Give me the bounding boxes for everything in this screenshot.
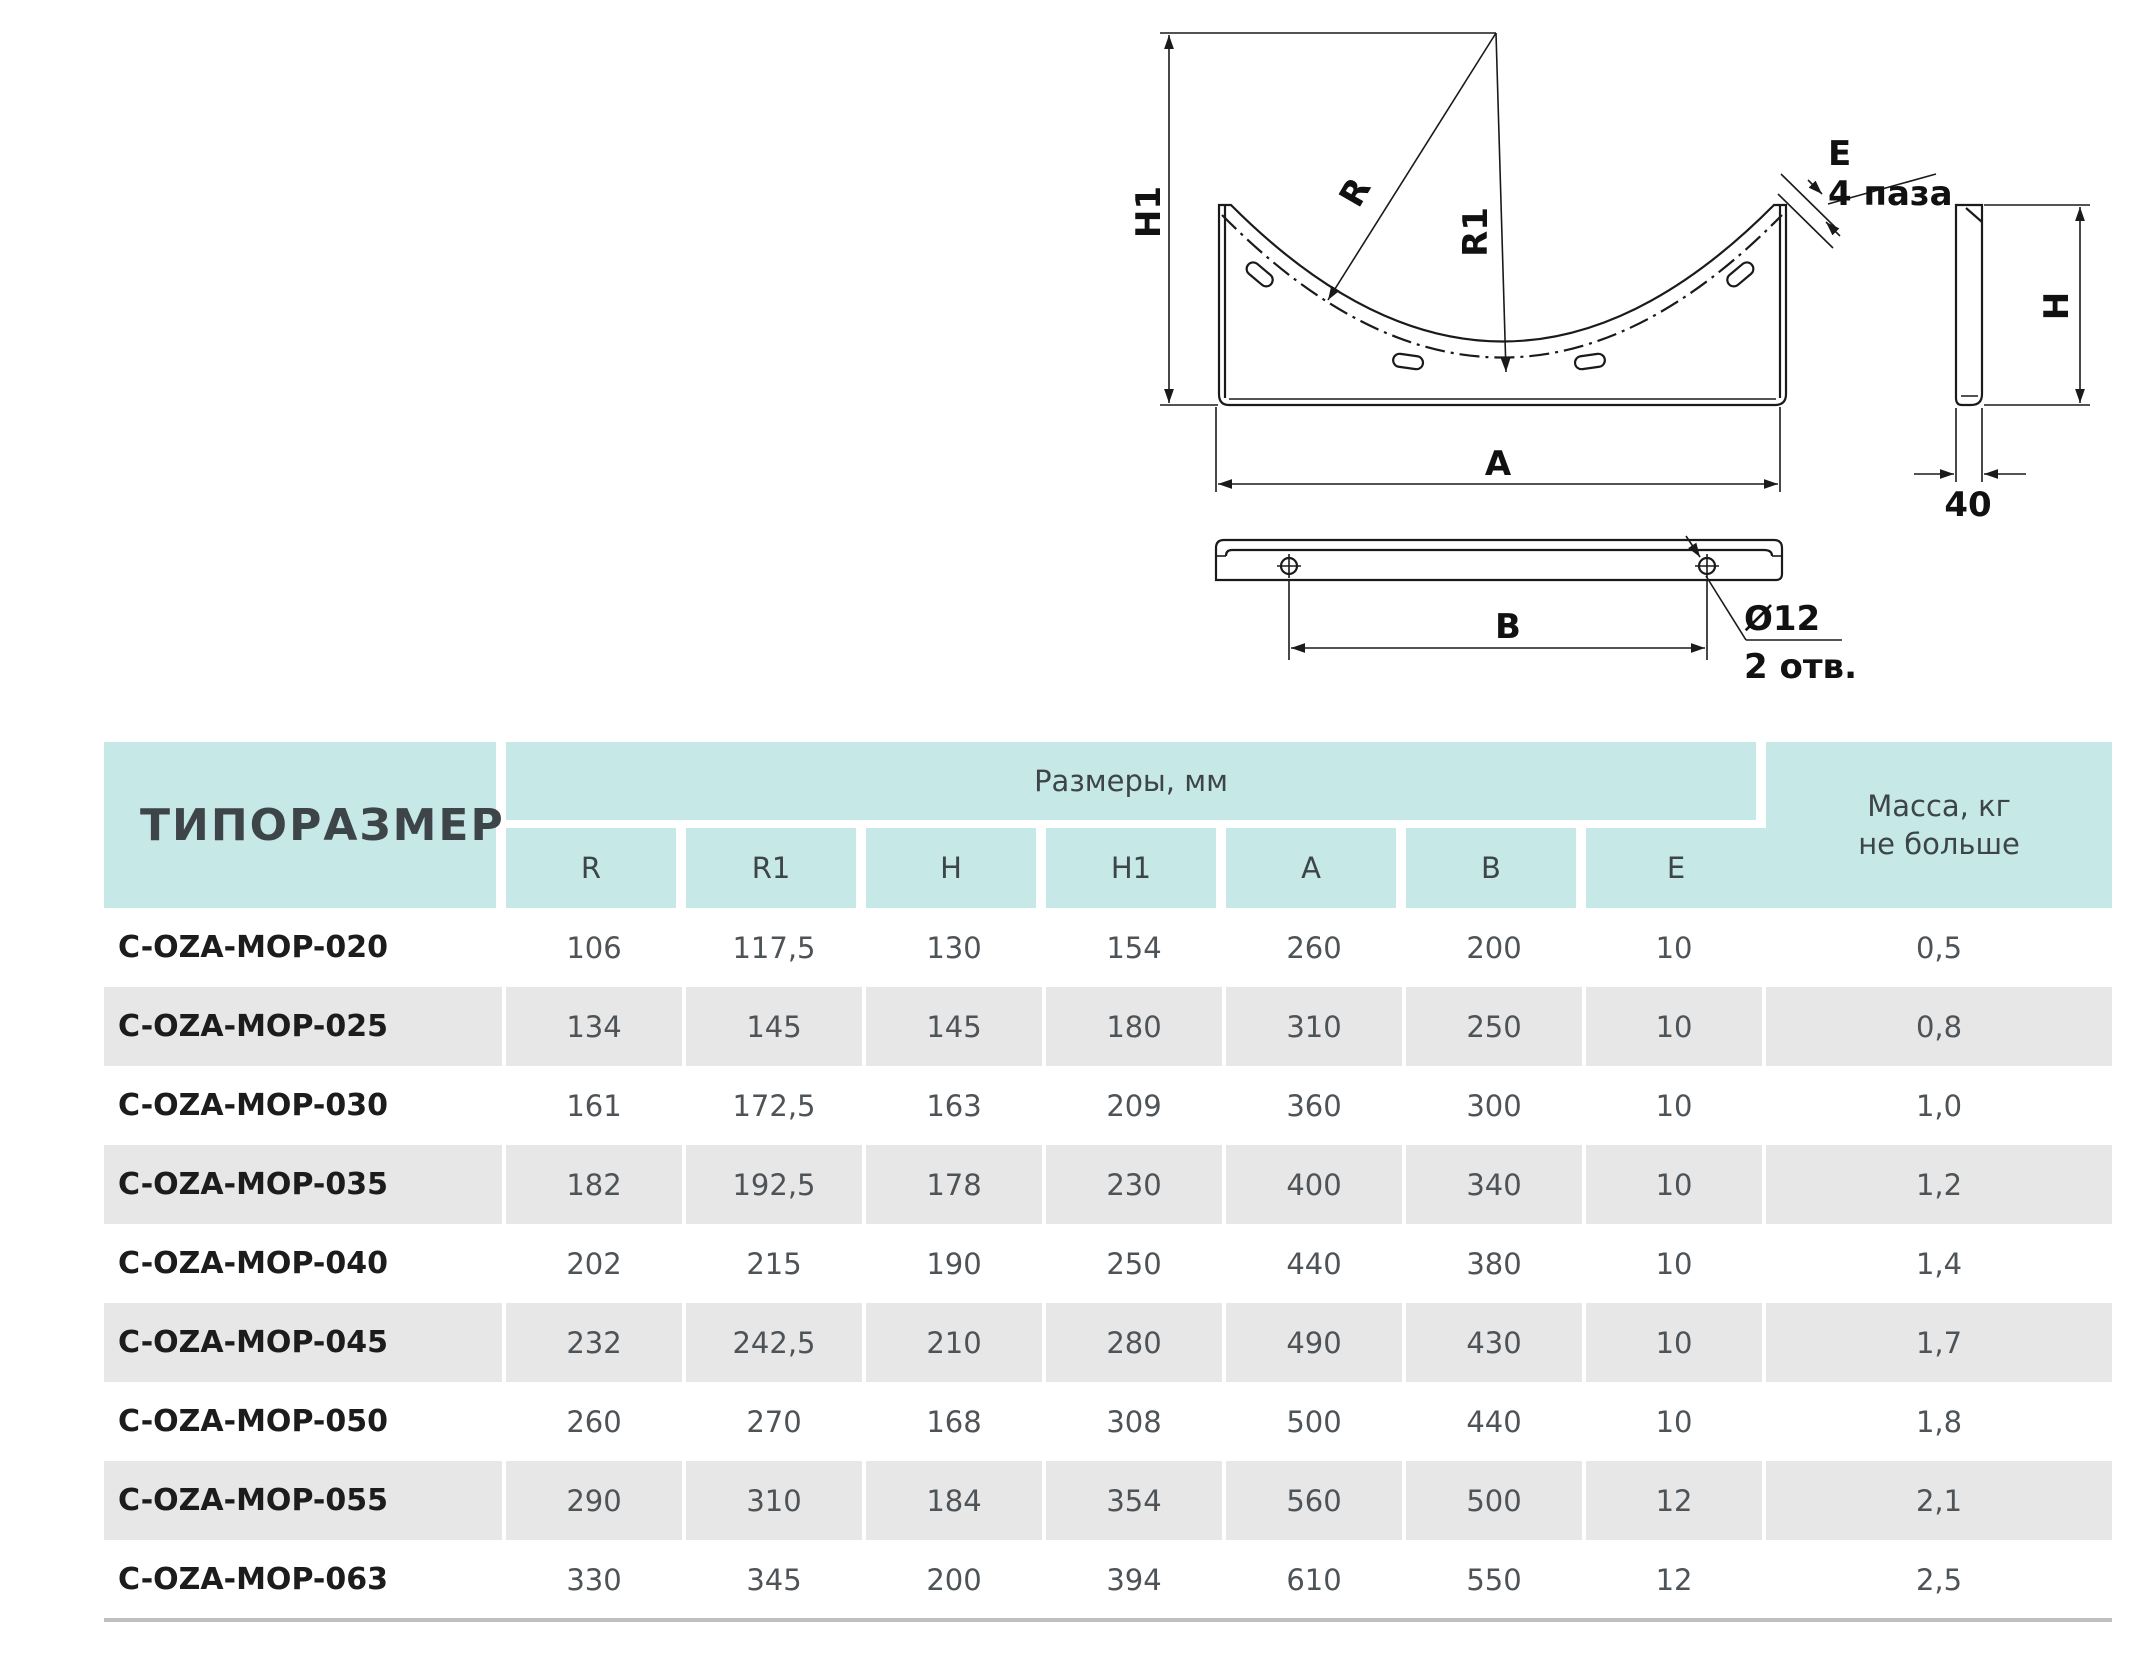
dim-label-h1: H1 [1129, 185, 1169, 239]
mass-cell: 2,1 [1766, 1461, 2112, 1540]
value-cell: 260 [506, 1382, 686, 1461]
type-header: ТИПОРАЗМЕР [104, 742, 506, 908]
mass-cell: 1,2 [1766, 1145, 2112, 1224]
column-header: E [1586, 820, 1766, 908]
value-cell: 209 [1046, 1066, 1226, 1145]
value-cell: 190 [866, 1224, 1046, 1303]
value-cell: 270 [686, 1382, 866, 1461]
value-cell: 394 [1046, 1540, 1226, 1619]
value-cell: 550 [1406, 1540, 1586, 1619]
mass-cell: 2,5 [1915, 1562, 1963, 1597]
slot-icon [1244, 260, 1756, 370]
technical-drawing [0, 0, 2144, 710]
column-header: R [506, 820, 686, 908]
value-cell: 145 [686, 987, 866, 1066]
table-header-row [104, 742, 2112, 820]
value-cell: 180 [1046, 987, 1226, 1066]
table-body [104, 908, 2112, 1619]
value-cell: 12 [1586, 1461, 1766, 1540]
value-cell: 130 [866, 908, 1046, 987]
value-cell: 310 [1226, 987, 1406, 1066]
value-cell: 280 [1046, 1303, 1226, 1382]
table-row [104, 1224, 2112, 1303]
hole-icon [1277, 554, 1719, 578]
model-cell: C-OZA-MOP-063 [104, 1540, 506, 1619]
value-cell: 10 [1586, 1224, 1766, 1303]
value-cell: 360 [1226, 1066, 1406, 1145]
table-row [104, 987, 2112, 1066]
value-cell: 10 [1586, 1145, 1766, 1224]
dimensions-header: Размеры, мм [506, 742, 1766, 820]
column-header: R1 [686, 820, 866, 908]
value-cell: 560 [1226, 1461, 1406, 1540]
mass-header [1766, 742, 2112, 908]
dim-label-r: R [1331, 171, 1380, 214]
bottom-view [1216, 536, 1857, 687]
model-cell: C-OZA-MOP-020 [104, 908, 506, 987]
value-cell: 440 [1226, 1224, 1406, 1303]
value-cell: 134 [506, 987, 686, 1066]
dim-label-h: H [2037, 291, 2077, 321]
value-cell: 168 [866, 1382, 1046, 1461]
value-cell: 178 [866, 1145, 1046, 1224]
value-cell: 232 [506, 1303, 686, 1382]
column-header: A [1226, 820, 1406, 908]
mass-header-line2: не больше [1858, 827, 2020, 861]
value-cell: 440 [1406, 1382, 1586, 1461]
mass-cell: 1,7 [1766, 1303, 2112, 1382]
value-cell: 192,5 [686, 1145, 866, 1224]
value-cell: 10 [1586, 987, 1766, 1066]
model-cell: C-OZA-MOP-030 [104, 1066, 506, 1145]
value-cell: 163 [866, 1066, 1046, 1145]
mass-cell: 1,0 [1915, 1088, 1963, 1123]
table-row [104, 1145, 2112, 1224]
dim-label-holes: 2 отв. [1744, 647, 1857, 687]
value-cell: 490 [1226, 1303, 1406, 1382]
table-row [104, 1303, 2112, 1382]
value-cell: 117,5 [686, 908, 866, 987]
value-cell: 300 [1406, 1066, 1586, 1145]
value-cell: 308 [1046, 1382, 1226, 1461]
table-row [104, 1066, 2112, 1145]
column-header: H [866, 820, 1046, 908]
table-row [104, 908, 2112, 987]
value-cell: 330 [506, 1540, 686, 1619]
value-cell: 345 [686, 1540, 866, 1619]
model-cell: C-OZA-MOP-045 [104, 1303, 506, 1382]
value-cell: 250 [1046, 1224, 1226, 1303]
value-cell: 145 [866, 987, 1046, 1066]
value-cell: 610 [1226, 1540, 1406, 1619]
mass-cell: 0,8 [1766, 987, 2112, 1066]
front-view [1129, 33, 1953, 492]
mass-header-line1: Масса, кг [1867, 789, 2011, 823]
dim-label-width: 40 [1944, 485, 1992, 525]
value-cell: 380 [1406, 1224, 1586, 1303]
value-cell: 200 [1406, 908, 1586, 987]
mass-cell: 1,4 [1915, 1246, 1963, 1281]
specification-table [104, 742, 2112, 1619]
value-cell: 210 [866, 1303, 1046, 1382]
value-cell: 230 [1046, 1145, 1226, 1224]
value-cell: 242,5 [686, 1303, 866, 1382]
value-cell: 10 [1586, 1303, 1766, 1382]
value-cell: 290 [506, 1461, 686, 1540]
model-cell: C-OZA-MOP-050 [104, 1382, 506, 1461]
mass-cell: 0,5 [1915, 930, 1963, 965]
value-cell: 400 [1226, 1145, 1406, 1224]
dim-label-e: E [1828, 134, 1852, 174]
value-cell: 430 [1406, 1303, 1586, 1382]
mass-cell: 1,8 [1915, 1404, 1963, 1439]
dim-label-r1: R1 [1456, 207, 1496, 257]
value-cell: 250 [1406, 987, 1586, 1066]
value-cell: 10 [1586, 1382, 1766, 1461]
table-row [104, 1461, 2112, 1540]
value-cell: 12 [1586, 1540, 1766, 1619]
model-cell: C-OZA-MOP-035 [104, 1145, 506, 1224]
dim-label-hole-diameter: Ø12 [1744, 599, 1821, 639]
value-cell: 354 [1046, 1461, 1226, 1540]
side-view [1914, 205, 2090, 525]
value-cell: 500 [1406, 1461, 1586, 1540]
value-cell: 106 [506, 908, 686, 987]
value-cell: 154 [1046, 908, 1226, 987]
value-cell: 172,5 [686, 1066, 866, 1145]
value-cell: 202 [506, 1224, 686, 1303]
value-cell: 184 [866, 1461, 1046, 1540]
model-cell: C-OZA-MOP-055 [104, 1461, 506, 1540]
value-cell: 200 [866, 1540, 1046, 1619]
dim-label-a: A [1484, 444, 1512, 484]
value-cell: 10 [1586, 908, 1766, 987]
value-cell: 182 [506, 1145, 686, 1224]
table-row [104, 1382, 2112, 1461]
dim-label-slots: 4 паза [1828, 174, 1953, 214]
value-cell: 215 [686, 1224, 866, 1303]
value-cell: 260 [1226, 908, 1406, 987]
value-cell: 10 [1586, 1066, 1766, 1145]
model-cell: C-OZA-MOP-025 [104, 987, 506, 1066]
value-cell: 161 [506, 1066, 686, 1145]
table-bottom-rule [104, 1618, 2112, 1622]
table-row [104, 1540, 2112, 1619]
column-header: B [1406, 820, 1586, 908]
model-cell: C-OZA-MOP-040 [104, 1224, 506, 1303]
column-header: H1 [1046, 820, 1226, 908]
value-cell: 500 [1226, 1382, 1406, 1461]
dim-label-b: B [1495, 607, 1521, 647]
value-cell: 340 [1406, 1145, 1586, 1224]
value-cell: 310 [686, 1461, 866, 1540]
